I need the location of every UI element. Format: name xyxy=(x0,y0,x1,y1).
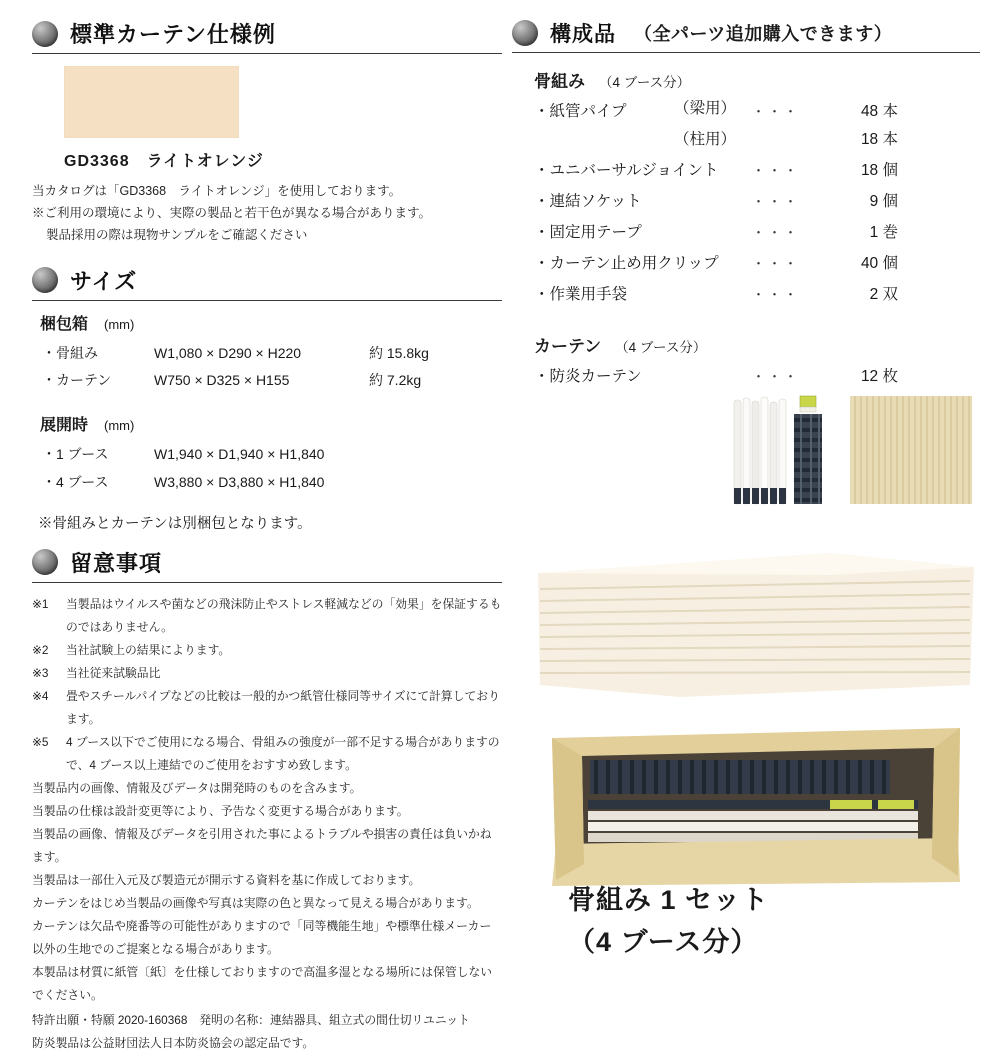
group-qty-label: （4 ブース分） xyxy=(615,340,707,355)
list-item xyxy=(534,155,980,186)
packing-block-title xyxy=(40,311,502,334)
color-swatch xyxy=(64,66,239,138)
list-item xyxy=(534,248,980,279)
parts-photo xyxy=(728,392,978,522)
part-sub-name: （梁用） xyxy=(674,100,737,117)
parts-section-subtitle: （全パーツ追加購入できます） xyxy=(634,24,893,44)
part-qty: 2 双 xyxy=(869,286,898,303)
caution-paragraph: カーテンは欠品や廃番等の可能性がありますので「同等機能生地」や標準仕様メーカー以外の生地でのご提案となる場合があります。 xyxy=(32,918,492,956)
expanded-block-title xyxy=(40,412,502,435)
note-tag: ※4 xyxy=(32,688,49,703)
caution-paragraph: 当製品は一部仕入元及び製造元が開示する資料を基に作成しております。 xyxy=(32,872,421,887)
patent-line: 特許出願・特願 2020-160368 発明の名称：連結器具、組立式の間仕切リユニット xyxy=(32,1012,470,1027)
row-name: ・カーテン xyxy=(42,371,112,388)
row-name: ・1 ブース xyxy=(42,446,109,463)
frame-set-caption-line2: （4 ブース分） xyxy=(568,927,759,957)
part-dots: ・・・ xyxy=(752,369,801,384)
part-dots: ・・・ xyxy=(752,256,801,271)
list-item xyxy=(534,124,980,155)
caution-paragraph: カーテンをはじめ当製品の画像や写真は実際の色と異なって見える場合があります。 xyxy=(32,895,479,910)
table-row xyxy=(42,469,502,496)
note-text: 当社試験上の結果によります。 xyxy=(66,642,231,657)
row-dimension: W1,940 × D1,940 × H1,840 xyxy=(154,446,325,463)
list-item xyxy=(32,731,502,777)
caution-paragraph: 当製品の仕様は設計変更等により、予告なく変更する場合があります。 xyxy=(32,803,409,818)
frame-set-caption-line1: 骨組み 1 セット xyxy=(568,885,770,915)
part-dots: ・・・ xyxy=(752,225,801,240)
table-row xyxy=(42,367,502,394)
row-weight: 約 7.2kg xyxy=(369,371,422,388)
note-tag: ※1 xyxy=(32,596,49,611)
cautions-list xyxy=(32,593,502,1055)
patent-line: 防炎製品は公益財団法人日本防炎協会の認定品です。 xyxy=(32,1035,315,1050)
row-weight: 約 15.8kg xyxy=(369,344,429,361)
part-dots: ・・・ xyxy=(752,104,801,119)
size-section-title: サイズ xyxy=(70,268,138,294)
spec-note-line: 製品採用の際は現物サンプルをご確認ください xyxy=(46,227,308,242)
spec-section-header xyxy=(32,18,502,54)
note-tag: ※3 xyxy=(32,665,49,680)
expanded-label: 展開時 xyxy=(40,417,89,435)
part-dots: ・・・ xyxy=(752,194,801,209)
parts-section-title: 構成品 xyxy=(550,23,616,46)
part-name: ・紙管パイプ xyxy=(534,103,627,120)
part-name: ・ユニバーサルジョイント xyxy=(534,162,719,179)
row-name: ・4 ブース xyxy=(42,473,109,490)
table-row xyxy=(42,441,502,468)
fixing-tape-icon xyxy=(800,396,816,412)
size-section-header xyxy=(32,265,502,301)
part-qty: 48 本 xyxy=(860,103,898,120)
group-qty-label: （4 ブース分） xyxy=(599,75,691,90)
caution-paragraph: 当製品の画像、情報及びデータを引用された事によるトラブルや損害の責任は負いかねます。 xyxy=(32,826,492,864)
list-item xyxy=(534,361,980,392)
joints-in-box xyxy=(590,760,890,794)
curtain-photo xyxy=(530,545,982,700)
part-qty: 40 個 xyxy=(860,255,898,272)
part-name: ・カーテン止め用クリップ xyxy=(534,255,719,272)
part-qty: 18 本 xyxy=(860,131,898,148)
list-item xyxy=(534,186,980,217)
note-text: 当社従来試験品比 xyxy=(66,665,161,680)
note-tag: ※2 xyxy=(32,642,49,657)
part-qty: 9 個 xyxy=(869,193,898,210)
list-item xyxy=(32,662,502,685)
list-item xyxy=(32,639,502,662)
part-qty: 18 個 xyxy=(860,162,898,179)
note-tag: ※5 xyxy=(32,734,49,749)
row-name: ・骨組み xyxy=(42,344,98,361)
cautions-section-title: 留意事項 xyxy=(70,550,163,576)
note-text: 4 ブース以下でご使用になる場合、骨組みの強度が一部不足する場合がありますので、4 ブース以上連結でのご使用をおすすめ致します。 xyxy=(66,734,500,772)
part-name: ・作業用手袋 xyxy=(534,286,628,303)
cautions-section-header xyxy=(32,547,502,583)
packing-label: 梱包箱 xyxy=(40,315,89,333)
part-qty: 12 枚 xyxy=(860,368,898,385)
universal-joints xyxy=(794,414,822,504)
paper-pipes-white xyxy=(734,397,786,504)
part-dots: ・・・ xyxy=(752,163,801,178)
list-item xyxy=(32,593,502,639)
part-name: ・固定用テープ xyxy=(534,224,642,241)
caution-paragraph: 当製品内の画像、情報及びデータは開発時のものを含みます。 xyxy=(32,780,362,795)
bullet-sphere-icon xyxy=(32,21,58,47)
packing-unit: (mm) xyxy=(104,316,135,332)
part-dots: ・・・ xyxy=(752,287,801,302)
row-dimension: W1,080 × D290 × H220 xyxy=(154,344,302,361)
group-name: 骨組み xyxy=(534,72,585,91)
note-text: 当製品はウイルスや菌などの飛沫防止やストレス軽減などの「効果」を保証するものではありません。 xyxy=(66,596,502,634)
right-column xyxy=(512,18,980,392)
table-row xyxy=(42,340,502,367)
list-item xyxy=(32,685,502,731)
part-sub-name: （柱用） xyxy=(674,131,737,148)
expanded-unit: (mm) xyxy=(104,418,135,434)
list-item xyxy=(534,217,980,248)
row-dimension: W3,880 × D3,880 × H1,840 xyxy=(154,473,325,490)
color-swatch-label: GD3368 ライトオレンジ xyxy=(64,153,264,170)
row-dimension: W750 × D325 × H155 xyxy=(154,371,290,388)
caution-paragraph: 本製品は材質に紙管〔紙〕を仕様しておりますので高温多湿となる場所には保管しないでください。 xyxy=(32,964,493,1002)
note-text: 畳やスチールパイプなどの比較は一般的かつ紙管仕様同等サイズにて計算しております。 xyxy=(66,688,500,726)
spec-note-line: ※ご利用の環境により、実際の製品と若干色が異なる場合があります。 xyxy=(32,205,432,220)
list-item xyxy=(534,279,980,310)
spec-notes xyxy=(32,181,502,247)
size-footnote: ※骨組みとカーテンは別梱包となります。 xyxy=(38,515,312,532)
left-column xyxy=(32,18,502,1055)
part-name: ・防炎カーテン xyxy=(534,368,642,385)
spec-section-title: 標準カーテン仕様例 xyxy=(70,22,276,47)
bullet-sphere-icon xyxy=(32,267,58,293)
frame-set-box-photo xyxy=(530,708,982,888)
parts-section-header xyxy=(512,18,980,53)
part-qty: 1 巻 xyxy=(869,224,898,241)
part-name: ・連結ソケット xyxy=(534,193,642,210)
paper-pipes-kraft xyxy=(850,396,972,504)
group-name: カーテン xyxy=(534,337,602,356)
parts-group-title xyxy=(534,67,980,92)
parts-group-title xyxy=(534,332,980,357)
bullet-sphere-icon xyxy=(32,549,58,575)
spec-note-line: 当カタログは「GD3368 ライトオレンジ」を使用しております。 xyxy=(32,184,402,198)
bullet-sphere-icon xyxy=(512,20,538,46)
